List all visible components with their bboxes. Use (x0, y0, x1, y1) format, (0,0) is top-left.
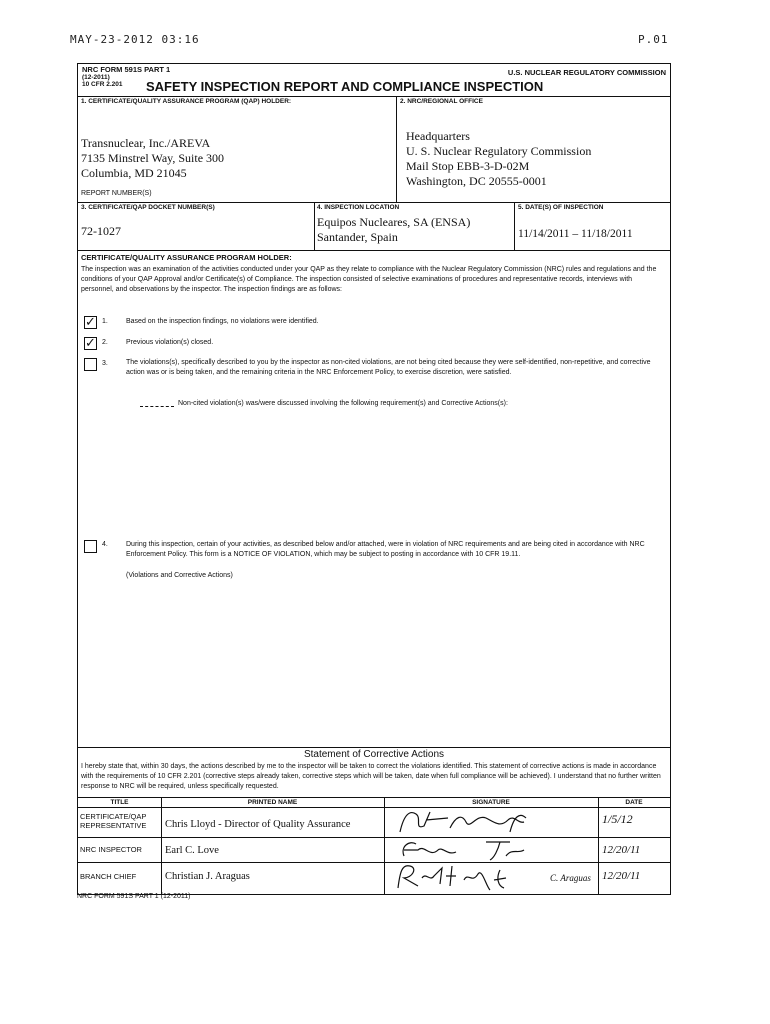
inspection-dates: 11/14/2011 – 11/18/2011 (518, 228, 633, 240)
item-3-text: The violations(s), specifically described to you by the inspector as non-cited violations, are not being cited because they were self-identified, non-repetitive, and corrective action was or is being taken, and the remaining criteria in the NRC Enforcement Policy, to exercise discretion, were satisfied. (126, 359, 651, 376)
corrective-text: I hereby state that, within 30 days, the actions described by me to the inspector will be taken to correct the violations identified. This statement of corrective actions is made in accordance with the requirements of 10 CFR 2.201 (corrective steps already taken, corrective steps which will be taken, date when full compliance will be achieved). I understand that no further written response to NRC will be required, unless specifically requested. (81, 763, 661, 790)
docket-number: 72-1027 (81, 224, 121, 238)
col-date: DATE (625, 799, 643, 806)
check-mark-icon: ✓ (85, 335, 96, 350)
form-cfr: 10 CFR 2.201 (82, 81, 123, 88)
fax-page-number: P.01 (638, 33, 669, 46)
item-3-number: 3. (102, 360, 108, 367)
col-printed-name: PRINTED NAME (247, 799, 298, 806)
check-mark-icon: ✓ (85, 314, 96, 329)
item-1-number: 1. (102, 318, 108, 325)
row-2-name: Earl C. Love (165, 845, 219, 856)
findings-heading: CERTIFICATE/QUALITY ASSURANCE PROGRAM HOLDER: (81, 253, 292, 262)
form-title: SAFETY INSPECTION REPORT AND COMPLIANCE INSPECTION (146, 79, 544, 94)
item-4-text: During this inspection, certain of your activities, as described below and/or attached, were in violation of NRC requirements and are being cited in accordance with NRC Enforcement Policy. This form is a NOTICE OF VIOLATION, which may be subject to posting in accordance with 10 CFR 19.11. (126, 541, 645, 558)
row-3-date: 12/20/11 (602, 870, 641, 882)
form-number: NRC FORM 591S PART 1 (82, 65, 171, 74)
item-2-number: 2. (102, 339, 108, 346)
corrective-heading: Statement of Corrective Actions (303, 749, 445, 760)
item-4-checkbox[interactable] (84, 540, 97, 553)
nrc-form (77, 63, 671, 895)
holder-address: Transnuclear, Inc./AREVA 7135 Minstrel Way, Suite 300 Columbia, MD 21045 (81, 136, 225, 180)
item-2-text: Previous violation(s) closed. (126, 339, 214, 346)
item-1-text: Based on the inspection findings, no violations were identified. (126, 318, 319, 325)
location-label: 4. INSPECTION LOCATION (317, 204, 400, 211)
findings-intro: The inspection was an examination of the activities conducted under your QAP as they relate to compliance with the Nuclear Regulatory Commission (NRC) rules and regulations and the conditions of your QAP Approval and/or Certificate(s) of Compliance. The inspection consisted of selective examinations of procedures and representative records, interviews with personnel, and observations by the inspector. The inspection findings are as follows: (81, 266, 657, 293)
regional-office-address: Headquarters U. S. Nuclear Regulatory Commission Mail Stop EBB-3-D-02M Washington, DC 20555-0001 (406, 129, 592, 188)
noncited-text: Non-cited violation(s) was/were discussed involving the following requirement(s) and Corrective Actions(s): (178, 400, 508, 407)
row-3-title: BRANCH CHIEF (80, 872, 137, 881)
row-1-name: Chris Lloyd - Director of Quality Assurance (165, 819, 351, 830)
item-1-checkbox[interactable] (84, 316, 97, 329)
row-1-title: CERTIFICATE/QAP REPRESENTATIVE (80, 812, 147, 830)
row-2-title: NRC INSPECTOR (80, 845, 142, 854)
date-label: 5. DATE(S) OF INSPECTION (518, 204, 604, 211)
agency-name: U.S. NUCLEAR REGULATORY COMMISSION (507, 68, 666, 77)
form-revision: (12-2011) (82, 74, 110, 81)
fax-timestamp: MAY-23-2012 03:16 (70, 33, 200, 46)
row-1-date: 1/5/12 (602, 812, 633, 826)
holder-label: 1. CERTIFICATE/QUALITY ASSURANCE PROGRAM (QAP) HOLDER: (81, 98, 292, 105)
row-2-date: 12/20/11 (602, 844, 641, 856)
item-4-subtext: (Violations and Corrective Actions) (126, 572, 233, 579)
row-3-name: Christian J. Araguas (165, 871, 250, 882)
col-signature: SIGNATURE (472, 799, 510, 806)
docket-label: 3. CERTIFICATE/QAP DOCKET NUMBER(S) (81, 204, 215, 211)
item-2-checkbox[interactable] (84, 337, 97, 350)
form-footer: NRC FORM 591S PART 1 (12-2011) (77, 893, 191, 900)
row-1-signature (390, 804, 590, 838)
col-title: TITLE (110, 799, 129, 806)
noncited-blank (140, 406, 174, 407)
report-number-label: REPORT NUMBER(S) (81, 190, 152, 197)
item-3-checkbox[interactable] (84, 358, 97, 371)
inspection-location: Equipos Nucleares, SA (ENSA) Santander, Spain (317, 215, 471, 244)
row-3-signature (390, 860, 550, 894)
branch-chief-initials: C. Araguas (550, 873, 591, 883)
regional-office-label: 2. NRC/REGIONAL OFFICE (400, 98, 483, 105)
item-4-number: 4. (102, 541, 108, 548)
